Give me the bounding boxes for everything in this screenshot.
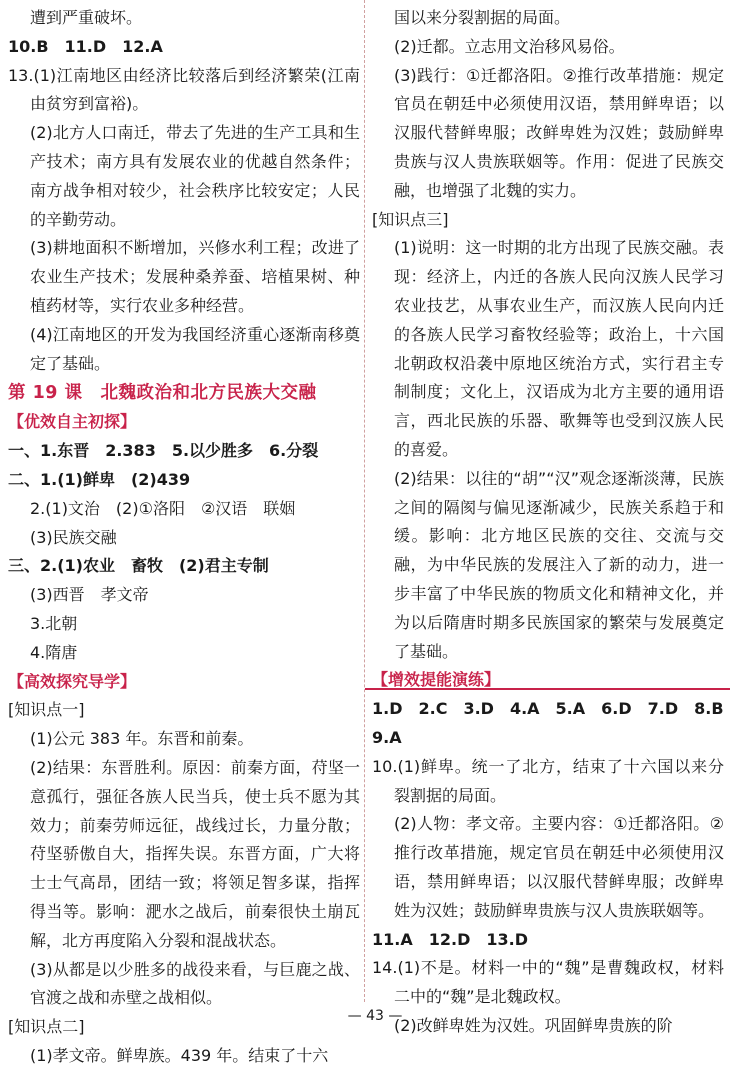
text-line: 遭到严重破坏。 bbox=[30, 8, 143, 27]
text-line: 4.隋唐 bbox=[30, 642, 78, 662]
text-line: (4)江南地区的开发为我国经济重心逐渐南移奠定了基础。 bbox=[30, 324, 360, 373]
answer-row: 1.D 2.C 3.D 4.A 5.A 6.D 7.D 8.B bbox=[372, 699, 724, 719]
answer-item: 14.(1)不是。材料一中的“魏”是曹魏政权，材料二中的“魏”是北魏政权。 bbox=[372, 958, 724, 1007]
text-line: (3)西晋 孝文帝 bbox=[30, 585, 149, 605]
answer-item: 10.(1)鲜卑。统一了北方，结束了十六国以来分裂割据的局面。 bbox=[372, 756, 724, 805]
section-heading: 【高效探究导学】 bbox=[8, 671, 137, 691]
answer-row: 三、2.(1)农业 畜牧 (2)君主专制 bbox=[8, 556, 269, 576]
left-column bbox=[8, 4, 360, 1071]
text-line: (2)结果：以往的“胡”“汉”观念逐渐淡薄，民族之间的隔阂与偏见逐渐减少，民族关系趋于和缓。影响：北方地区民族的交往、交流与交融，为中华民族的发展注入了新的动力，进一步丰富了中华民族的物质文化和精神文化，并为以后隋唐时期多民族国家的繁荣与发展奠定了基础。 bbox=[394, 468, 724, 661]
text-line: (3)民族交融 bbox=[30, 527, 117, 547]
answer-row: 一、1.东晋 2.383 5.以少胜多 6.分裂 bbox=[8, 441, 319, 461]
text-line: 2.(1)文治 (2)①洛阳 ②汉语 联姻 bbox=[30, 498, 296, 518]
answer-row: 9.A bbox=[372, 727, 402, 747]
answer-row: 11.A 12.D 13.D bbox=[372, 929, 528, 949]
page-number: — 43 — bbox=[347, 1008, 403, 1024]
text-line: [知识点三] bbox=[372, 209, 449, 229]
text-line: (1)孝文帝。鲜卑族。439 年。结束了十六 bbox=[30, 1045, 329, 1065]
lesson-title: 第 19 课 北魏政治和北方民族大交融 bbox=[8, 383, 317, 404]
answer-row: 二、1.(1)鲜卑 (2)439 bbox=[8, 469, 191, 489]
text-line: (2)人物：孝文帝。主要内容：①迁都洛阳。②推行改革措施，规定官员在朝廷中必须使用汉语，禁用鲜卑语；以汉服代替鲜卑服；改鲜卑姓为汉姓；鼓励鲜卑贵族与汉人贵族联姻等。 bbox=[394, 814, 724, 920]
answer-item: 13.(1)江南地区由经济比较落后到经济繁荣(江南由贫穷到富裕)。 bbox=[8, 65, 360, 114]
right-column bbox=[372, 4, 724, 1041]
section-heading: 【增效提能演练】 bbox=[372, 670, 501, 690]
text-line: (2)迁都。立志用文治移风易俗。 bbox=[394, 36, 625, 56]
column-divider bbox=[364, 0, 365, 1002]
answer-row: 10.B 11.D 12.A bbox=[8, 36, 163, 56]
text-line: (1)说明：这一时期的北方出现了民族交融。表现：经济上，内迁的各族人民向汉族人民学习农业技艺，从事农业生产，而汉族人民向内迁的各族人民学习畜牧经验等；政治上，十六国北朝政权沿袭中原地区统治方式，实行君主专制制度；文化上，汉语成为北方主要的通用语言，西北民族的乐器、歌舞等也受到汉族人民的喜爱。 bbox=[394, 238, 724, 459]
text-line: [知识点二] bbox=[8, 1017, 85, 1037]
text-line: (2)改鲜卑姓为汉姓。巩固鲜卑贵族的阶 bbox=[394, 1015, 673, 1035]
text-line: [知识点一] bbox=[8, 700, 85, 720]
text-line: 国以来分裂割据的局面。 bbox=[394, 8, 571, 27]
section-heading: 【优效自主初探】 bbox=[8, 412, 137, 432]
text-line: (2)北方人口南迁，带去了先进的生产工具和生产技术；南方具有发展农业的优越自然条件；南方战争相对较少，社会秩序比较安定；人民的辛勤劳动。 bbox=[30, 123, 360, 229]
text-line: 3.北朝 bbox=[30, 613, 78, 633]
text-line: (2)结果：东晋胜利。原因：前秦方面，苻坚一意孤行，强征各族人民当兵，使士兵不愿为其效力；前秦劳师远征，战线过长，力量分散；苻坚骄傲自大，指挥失误。东晋方面，广大将士士气高昂，团结一致；将领足智多谋，指挥得当等。影响：淝水之战后，前秦很快土崩瓦解，北方再度陷入分裂和混战状态。 bbox=[30, 757, 360, 950]
text-line: (1)公元 383 年。东晋和前秦。 bbox=[30, 729, 254, 749]
text-line: (3)耕地面积不断增加，兴修水利工程；改进了农业生产技术；发展种桑养蚕、培植果树、种植药材等，实行农业多种经营。 bbox=[30, 238, 360, 315]
text-line: (3)践行：①迁都洛阳。②推行改革措施：规定官员在朝廷中必须使用汉语，禁用鲜卑语；以汉服代替鲜卑服；改鲜卑姓为汉姓；鼓励鲜卑贵族与汉人贵族联姻等。作用：促进了民族交融，也增强了北魏的实力。 bbox=[394, 65, 724, 200]
text-line: (3)从都是以少胜多的战役来看，与巨鹿之战、官渡之战和赤壁之战相似。 bbox=[30, 959, 360, 1008]
